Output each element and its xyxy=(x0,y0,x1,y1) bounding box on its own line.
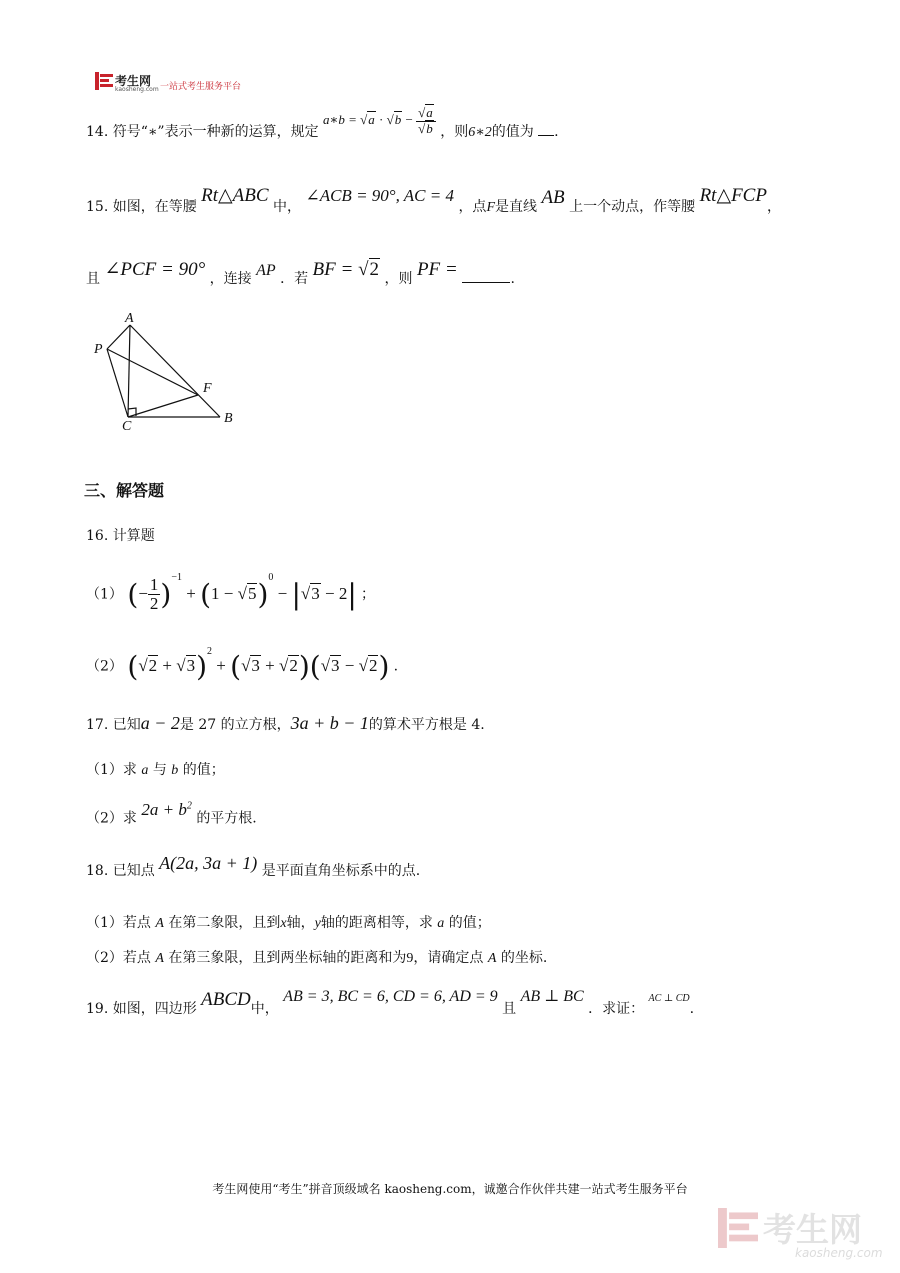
segment-ab xyxy=(130,325,220,417)
q15-text: ．若 xyxy=(280,271,309,287)
q17-part2 xyxy=(86,796,257,832)
q14-sqrt-a: a xyxy=(368,112,375,127)
question-number: 19. xyxy=(86,1001,109,1017)
q17-part1 xyxy=(86,759,225,779)
q14-formula-lhs: a∗b = xyxy=(323,112,361,127)
q16-sqrt2b: 2 xyxy=(289,655,298,675)
q14-fraction: $\frac{√a}{√b}$ xyxy=(416,106,436,136)
q16-part1: （1） (− $\frac{1}{2}$ )$^{-1} + (1 - √5)^0 - |√3 - 2|$ ； xyxy=(86,572,376,614)
q18-text: 已知点 xyxy=(112,863,155,879)
q17-var-b: b xyxy=(171,763,179,778)
q15-bf: BF = √2 xyxy=(312,259,380,280)
q18-text: 轴， xyxy=(286,915,315,931)
q15-text: 上一个动点，作等腰 xyxy=(569,199,696,215)
q15-bf-two: 2 xyxy=(369,259,380,280)
q17-text: 的值； xyxy=(182,762,225,778)
q16-sqrt3: 3 xyxy=(186,655,196,675)
q14-text: ，则 xyxy=(440,124,469,140)
q18-text: 若点 xyxy=(122,915,151,931)
question-19 xyxy=(86,988,694,1028)
part-label: （2） xyxy=(86,810,123,827)
q16-sqrt3b: 3 xyxy=(251,655,260,675)
section-title: 三、解答题 xyxy=(84,481,165,500)
q17-text: 求 xyxy=(122,810,137,827)
q19-text: 如图，四边形 xyxy=(112,1001,197,1017)
q14-formula: a∗b = √a · √b − $\frac{√a}{√b}$ xyxy=(323,112,436,127)
q17-text: 已知 xyxy=(112,717,141,733)
label-f: F xyxy=(203,381,212,396)
label-b: B xyxy=(224,411,233,426)
q14-sqrt-b: b xyxy=(394,112,402,127)
q18-x: x xyxy=(280,916,287,931)
q15-pf: PF = xyxy=(416,259,463,280)
q16-plus2: + xyxy=(216,655,231,675)
q14-star: ∗ xyxy=(147,124,158,140)
q15-end: . xyxy=(510,271,515,287)
q18-text: 的坐标. xyxy=(500,950,548,966)
question-15-line2 xyxy=(86,258,515,299)
q14-frac-den: b xyxy=(426,120,433,136)
question-15-line1 xyxy=(86,186,781,228)
q16-three: 3 xyxy=(311,583,320,603)
q14-dot: · xyxy=(379,112,384,127)
q17-text: 求 xyxy=(122,762,137,778)
question-14 xyxy=(86,105,559,152)
q14-text: 符号“ xyxy=(112,124,148,140)
q17-text: 与 xyxy=(152,762,167,778)
q18-nine: 9 xyxy=(406,951,414,966)
brand-domain: kaosheng.com xyxy=(115,86,159,93)
q16-minus-two: − 2 xyxy=(320,583,348,603)
q18-text: ，请确定点 xyxy=(413,950,484,966)
q19-text: 且 xyxy=(502,1001,517,1017)
q14-expr: 6∗2 xyxy=(468,125,492,140)
q14-answer-blank xyxy=(538,135,554,136)
q16-semicolon: ； xyxy=(361,586,376,603)
q18-y: y xyxy=(314,916,321,931)
part-label: （1） xyxy=(86,586,123,603)
q15-text: 是直线 xyxy=(495,199,537,215)
q16-end: . xyxy=(393,658,399,675)
q18-text: 若点 xyxy=(122,950,151,966)
q16-plus: + xyxy=(186,583,196,603)
question-number: 18. xyxy=(86,863,109,879)
segment-pf xyxy=(107,349,198,395)
q15-text: 如图，在等腰 xyxy=(112,199,197,215)
q15-condition: ∠ACB = 90°, AC = 4 xyxy=(305,186,454,205)
watermark-logo-icon xyxy=(718,1208,758,1248)
q19-end: . xyxy=(689,1001,695,1017)
q16-sqrt3c: 3 xyxy=(331,655,340,675)
q16-part2: （2） $(√2 + √3)^2 + (√3 + √2)(√3 - √2)$ . xyxy=(86,646,399,683)
q16-abs-close: | xyxy=(347,577,357,611)
q14-frac-num: a xyxy=(426,105,433,121)
segment-ac xyxy=(128,325,130,417)
q17-exp: 2 xyxy=(186,800,192,811)
q17-text: 是 27 的立方根， xyxy=(179,717,291,733)
question-number: 14. xyxy=(86,124,109,140)
q16-sqrt2: 2 xyxy=(148,655,158,675)
q16-abs-open: | xyxy=(291,577,301,611)
question-number: 16. xyxy=(86,528,109,544)
q15-text: ，连接 xyxy=(209,271,252,287)
q16-minus: − xyxy=(340,655,359,675)
q16-sqrt2c: 2 xyxy=(368,655,378,675)
triangle-figure xyxy=(90,305,250,440)
q16-frac-den: 2 xyxy=(149,594,159,614)
part-label: （2） xyxy=(86,950,123,966)
watermark-name: 考生网 xyxy=(763,1210,862,1249)
question-18 xyxy=(86,851,420,887)
q17-expr: 2a + b xyxy=(141,799,187,819)
brand-name: 考生网 xyxy=(115,74,152,88)
watermark-domain: kaosheng.com xyxy=(795,1246,883,1260)
q19-perp1: AB ⊥ BC xyxy=(520,988,584,1005)
segment-pa xyxy=(107,325,130,349)
label-c: C xyxy=(122,419,132,434)
q15-angle: ∠PCF = 90° xyxy=(104,259,206,280)
q18-text: 轴的距离相等，求 xyxy=(320,915,433,931)
question-number: 17. xyxy=(86,717,109,733)
q15-text: ，则 xyxy=(384,271,413,287)
q17-var-a: a xyxy=(141,763,149,778)
q15-text: 且 xyxy=(86,271,100,287)
q19-quad: ABCD xyxy=(201,989,251,1010)
q14-minus: − xyxy=(405,112,413,127)
segment-cf xyxy=(128,395,198,417)
q16-exp: −1 xyxy=(171,572,182,583)
question-number: 15. xyxy=(86,199,109,215)
q16-close: ) xyxy=(196,649,208,683)
q18-text: 在第三象限，且到两坐标轴的距离和为 xyxy=(168,950,407,966)
q15-ap: AP xyxy=(256,262,276,279)
q18-text: 在第二象限，且到 xyxy=(168,915,281,931)
brand-tagline: 一站式考生服务平台 xyxy=(160,82,242,92)
q18-part1 xyxy=(86,912,491,932)
q18-point: A(2a, 3a + 1) xyxy=(159,853,258,873)
q14-text: 的值为 xyxy=(491,124,534,140)
q17-expr2: 3a + b − 1 xyxy=(290,713,369,733)
q15-line-ab: AB xyxy=(541,187,565,208)
q16-minus: − xyxy=(138,583,148,603)
q18-text: 的值； xyxy=(448,915,491,931)
footer-text: 考生网使用“考生”拼音顶级域名 kaosheng.com，诚邀合作伙伴共建一站式考生服务平台 xyxy=(212,1182,688,1196)
segment-pc xyxy=(107,349,128,417)
q15-text: 中， xyxy=(273,199,302,215)
kaosheng-logo-icon xyxy=(95,72,113,90)
q16-plus: + xyxy=(158,655,177,675)
question-16-title xyxy=(86,525,155,545)
q16-open: ( xyxy=(127,649,139,683)
part-label: （1） xyxy=(86,762,123,778)
part-label: （2） xyxy=(86,658,123,675)
label-p: P xyxy=(94,342,103,357)
q15-rt-fcp: Rt△FCP xyxy=(699,185,767,206)
q18-point-a: A xyxy=(155,951,164,966)
label-a: A xyxy=(125,311,134,326)
q16-frac-num: 1 xyxy=(149,574,159,594)
q15-bf-lhs: BF = xyxy=(312,259,359,280)
q18-point-a: A xyxy=(155,916,164,931)
q18-var-a: a xyxy=(437,916,445,931)
q19-condition: AB = 3, BC = 6, CD = 6, AD = 9 xyxy=(283,988,498,1005)
q14-end: . xyxy=(554,124,559,140)
q17-text: 的算术平方根是 4. xyxy=(368,717,485,733)
q15-text: ， xyxy=(766,199,781,215)
q18-part2 xyxy=(86,947,547,967)
q16-exp2: 2 xyxy=(207,646,213,657)
q15-text: ，点 xyxy=(458,199,487,215)
q18-point-a2: A xyxy=(487,951,497,966)
q16-exp0: 0 xyxy=(268,572,274,583)
question-17 xyxy=(86,708,485,740)
q19-text: 中， xyxy=(250,1001,279,1017)
q16-five: 5 xyxy=(247,583,257,603)
q19-perp2: AC ⊥ CD xyxy=(648,993,690,1004)
q15-answer-blank xyxy=(462,282,510,283)
q15-rt-abc: Rt△ABC xyxy=(201,185,269,206)
q19-text: ．求证： xyxy=(588,1001,645,1017)
q17-text: 的平方根. xyxy=(196,810,257,827)
q17-expr1: a − 2 xyxy=(140,713,180,733)
q15-point-f: F xyxy=(486,200,495,215)
q18-text: 是平面直角坐标系中的点. xyxy=(261,863,421,879)
part-label: （1） xyxy=(86,915,123,931)
q16-minus2: − xyxy=(277,583,288,603)
q14-text: ”表示一种新的运算，规定 xyxy=(157,124,319,140)
q16-title: 计算题 xyxy=(112,528,155,544)
